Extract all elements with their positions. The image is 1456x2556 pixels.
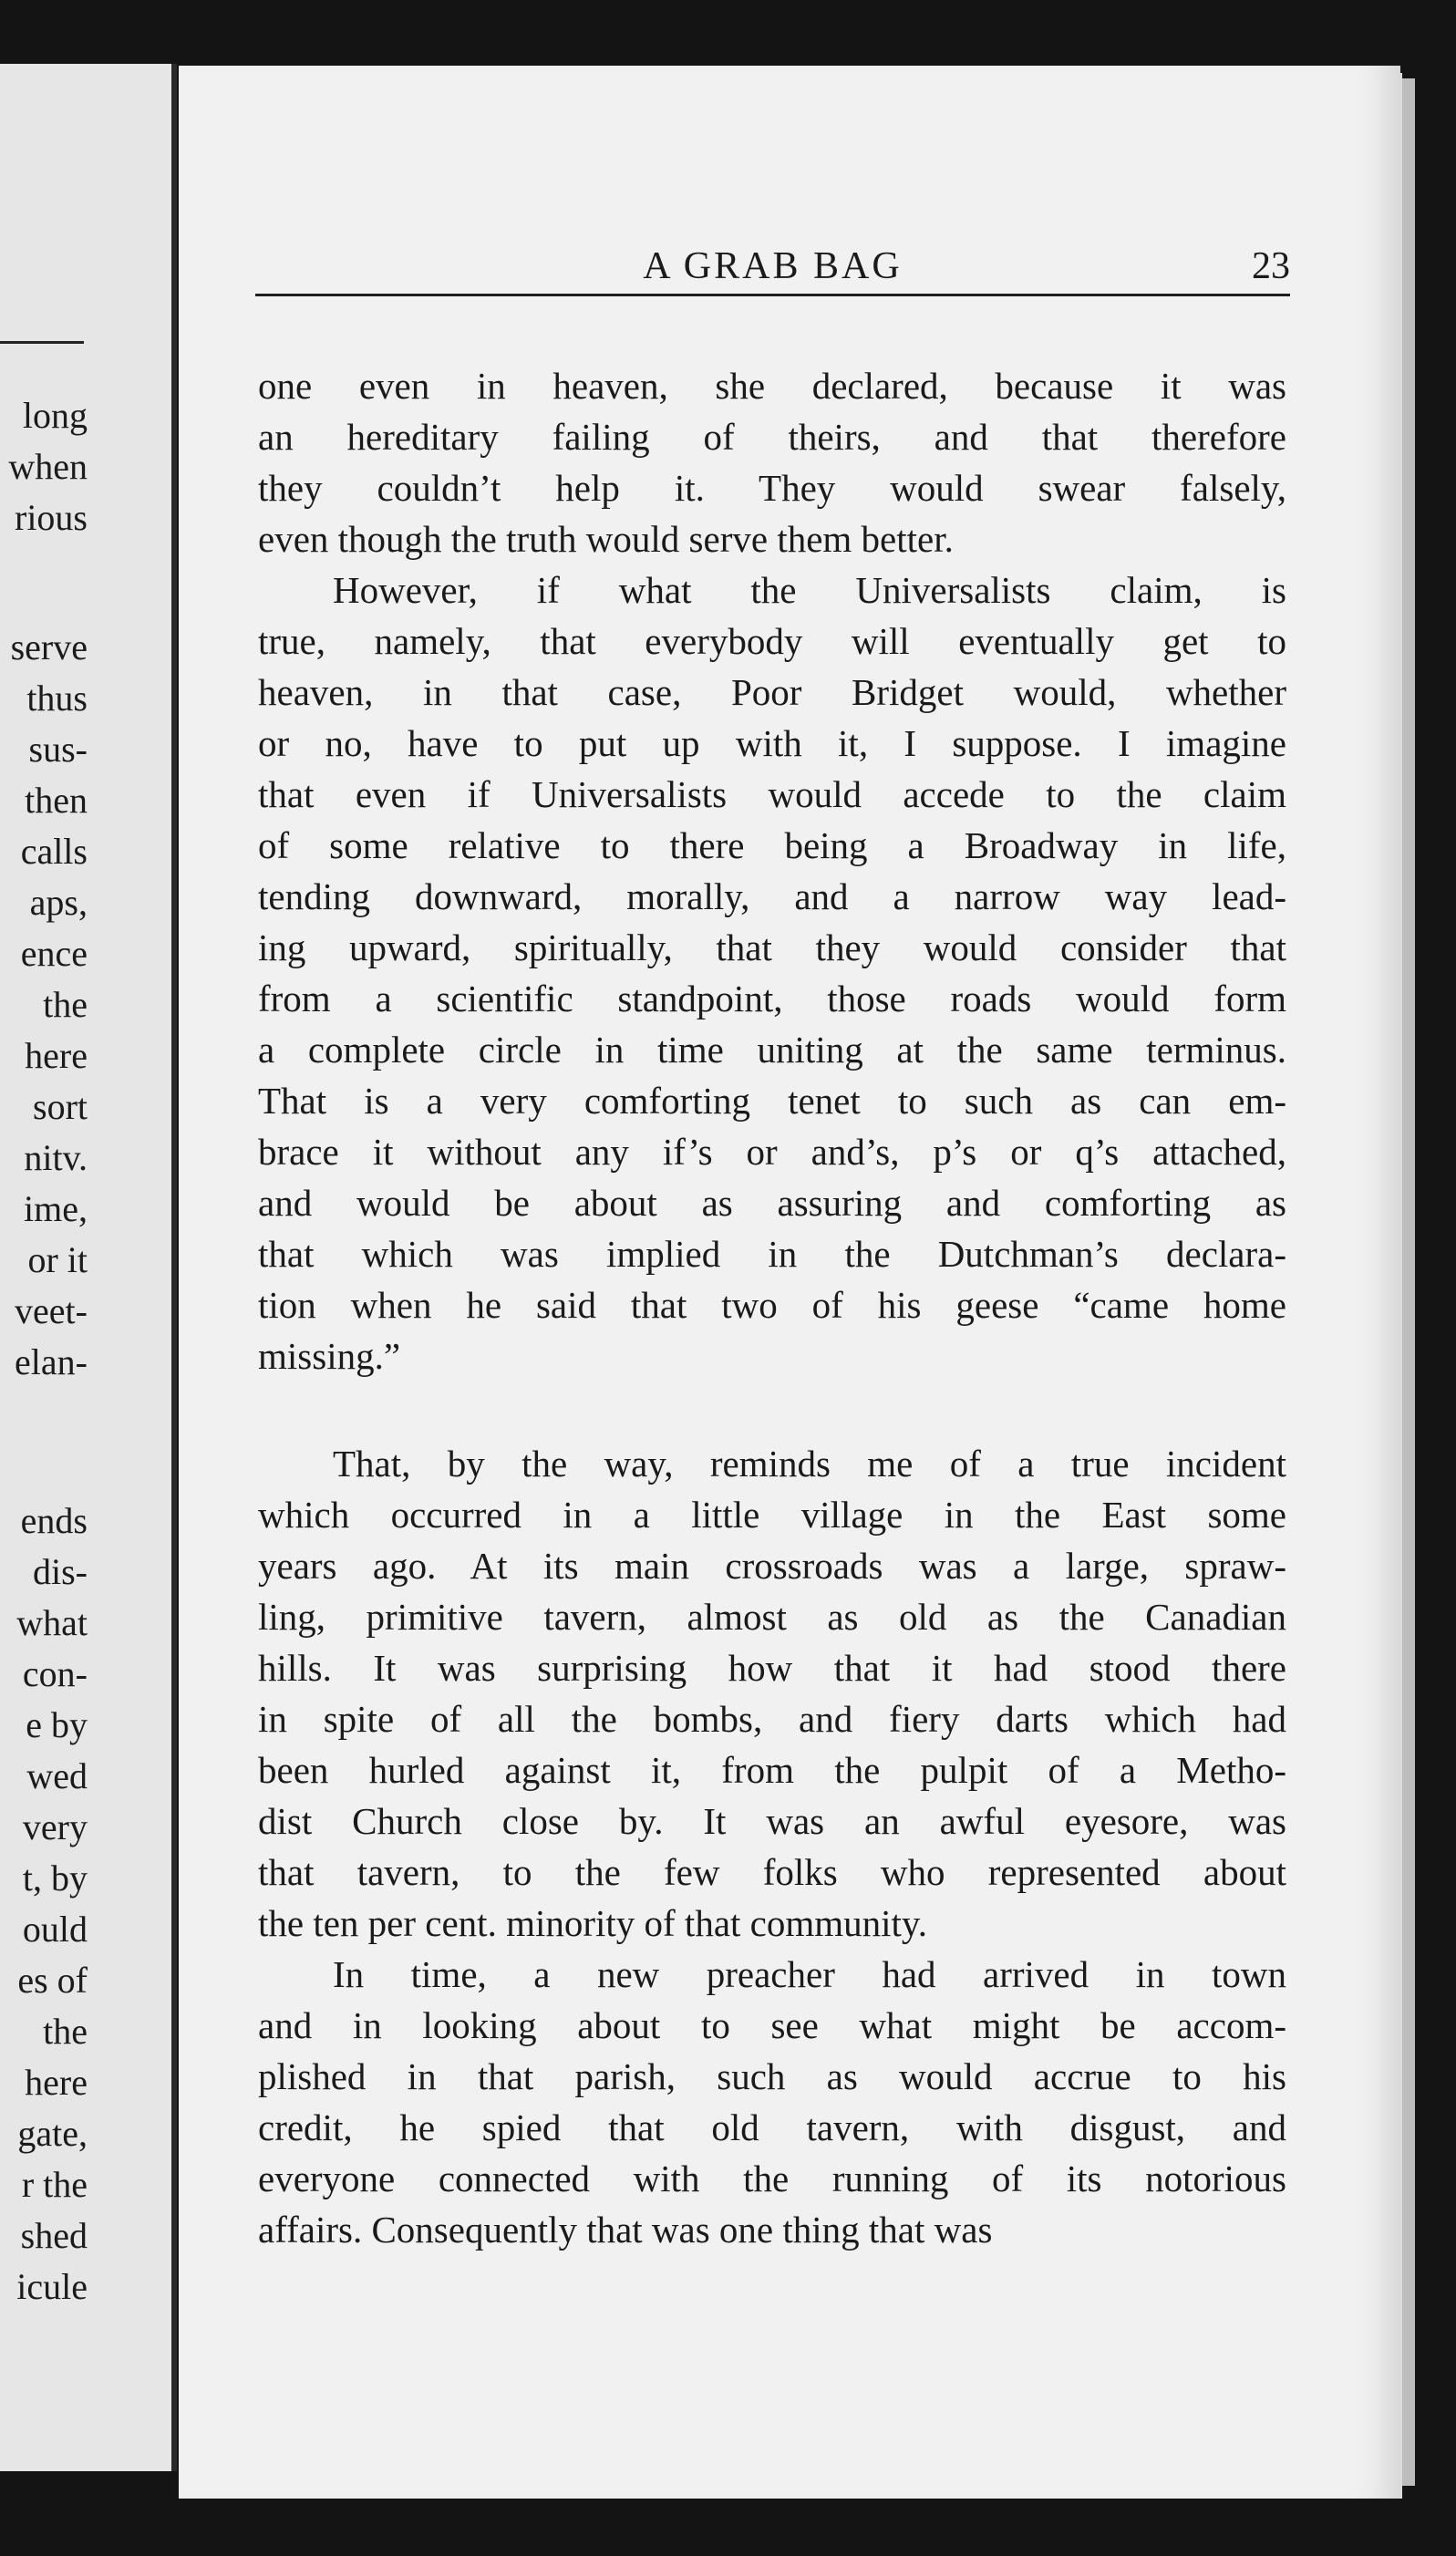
facing-line: thus (26, 678, 88, 719)
facing-line: long (22, 395, 88, 436)
facing-line: or it (27, 1239, 88, 1280)
facing-line: ould (22, 1909, 88, 1950)
facing-line: ime, (24, 1188, 88, 1229)
facing-page (0, 64, 177, 2471)
section-break (258, 1381, 1286, 1438)
text-line: affairs. Consequently that was one thing that was (258, 2209, 993, 2251)
text-line: which occurred in a little village in the East some (258, 1494, 1286, 1536)
facing-line: here (25, 1035, 88, 1076)
text-line: In time, a new preacher had arrived in town (333, 1953, 1286, 1995)
text-line: of some relative to there being a Broadway in life, (258, 824, 1286, 866)
facing-line: rious (15, 497, 88, 538)
text-line: and in looking about to see what might be accom- (258, 2004, 1286, 2046)
text-line: or no, have to put up with it, I suppose. I imagine (258, 722, 1286, 764)
facing-line: sort (33, 1086, 88, 1127)
text-line: true, namely, that everybody will eventually get to (258, 620, 1286, 662)
facing-line: calls (20, 831, 88, 872)
text-line: dist Church close by. It was an awful eyesore, was (258, 1800, 1286, 1842)
facing-line: very (22, 1806, 88, 1847)
facing-line: t, by (22, 1857, 88, 1899)
text-line: and would be about as assuring and comforting as (258, 1182, 1286, 1224)
text-line: tending downward, morally, and a narrow way lead- (258, 875, 1286, 917)
facing-line: here (25, 2062, 88, 2103)
paragraph (258, 564, 1286, 1381)
text-line: a complete circle in time uniting at the same terminus. (258, 1029, 1286, 1071)
running-title: A GRAB BAG (643, 245, 903, 287)
facing-page-text (0, 390, 88, 2313)
page-number: 23 (1252, 245, 1290, 287)
facing-line: ends (20, 1500, 88, 1541)
paragraph (258, 360, 1286, 564)
text-line: ling, primitive tavern, almost as old as the Canadian (258, 1596, 1286, 1638)
facing-line: gate, (17, 2113, 88, 2154)
facing-line: nitv. (24, 1137, 88, 1178)
facing-line: wed (26, 1755, 88, 1796)
text-line: tion when he said that two of his geese “came home (258, 1284, 1286, 1326)
facing-line: es of (17, 1960, 88, 2001)
text-line: years ago. At its main crossroads was a large, spraw- (258, 1545, 1286, 1587)
text-line: been hurled against it, from the pulpit of a Metho- (258, 1749, 1286, 1791)
text-line: from a scientific standpoint, those roads would form (258, 978, 1286, 1019)
facing-line: shed (20, 2215, 88, 2256)
facing-line: the (43, 2011, 88, 2052)
text-line: missing.” (258, 1335, 401, 1377)
facing-line: ence (20, 933, 88, 974)
text-line: one even in heaven, she declared, because it was (258, 365, 1286, 407)
text-line: credit, he spied that old tavern, with disgust, and (258, 2106, 1286, 2148)
facing-page-rule (0, 341, 84, 344)
text-line: the ten per cent. minority of that community. (258, 1902, 928, 1944)
facing-line: e by (26, 1704, 88, 1745)
text-line: that which was implied in the Dutchman’s declara- (258, 1233, 1286, 1275)
text-line: that tavern, to the few folks who represented about (258, 1851, 1286, 1893)
facing-line: aps, (29, 882, 88, 923)
text-line: ing upward, spiritually, that they would consider that (258, 926, 1286, 968)
page-edge-shadow (1402, 78, 1415, 2486)
text-line: heaven, in that case, Poor Bridget would, whether (258, 671, 1286, 713)
paragraph (258, 1949, 1286, 2255)
facing-line: the (43, 984, 88, 1025)
text-line: However, if what the Universalists claim, is (333, 569, 1286, 611)
body-text (258, 360, 1286, 2255)
facing-line: veet- (15, 1290, 88, 1331)
text-line: That, by the way, reminds me of a true incident (333, 1443, 1286, 1485)
facing-line: sus- (28, 729, 88, 770)
text-line: everyone connected with the running of its notorious (258, 2158, 1286, 2199)
text-line: in spite of all the bombs, and fiery darts which had (258, 1698, 1286, 1740)
text-line: they couldn’t help it. They would swear falsely, (258, 467, 1286, 509)
facing-line: what (16, 1602, 88, 1643)
facing-line: r the (21, 2164, 88, 2205)
facing-line: when (8, 446, 88, 487)
facing-line: dis- (33, 1551, 88, 1592)
facing-line: then (25, 780, 88, 821)
running-header (255, 239, 1290, 296)
text-line: plished in that parish, such as would accrue to his (258, 2055, 1286, 2097)
text-line: brace it without any if’s or and’s, p’s or q’s attached, (258, 1131, 1286, 1173)
text-line: that even if Universalists would accede to the claim (258, 773, 1286, 815)
facing-line: elan- (15, 1341, 88, 1382)
text-line: an hereditary failing of theirs, and that therefore (258, 416, 1286, 458)
text-line: even though the truth would serve them better. (258, 518, 954, 560)
text-line: That is a very comforting tenet to such as can em- (258, 1080, 1286, 1122)
facing-line: icule (16, 2266, 88, 2307)
paragraph (258, 1438, 1286, 1949)
facing-line: serve (10, 626, 88, 667)
text-line: hills. It was surprising how that it had stood there (258, 1647, 1286, 1689)
facing-line: con- (22, 1653, 88, 1694)
